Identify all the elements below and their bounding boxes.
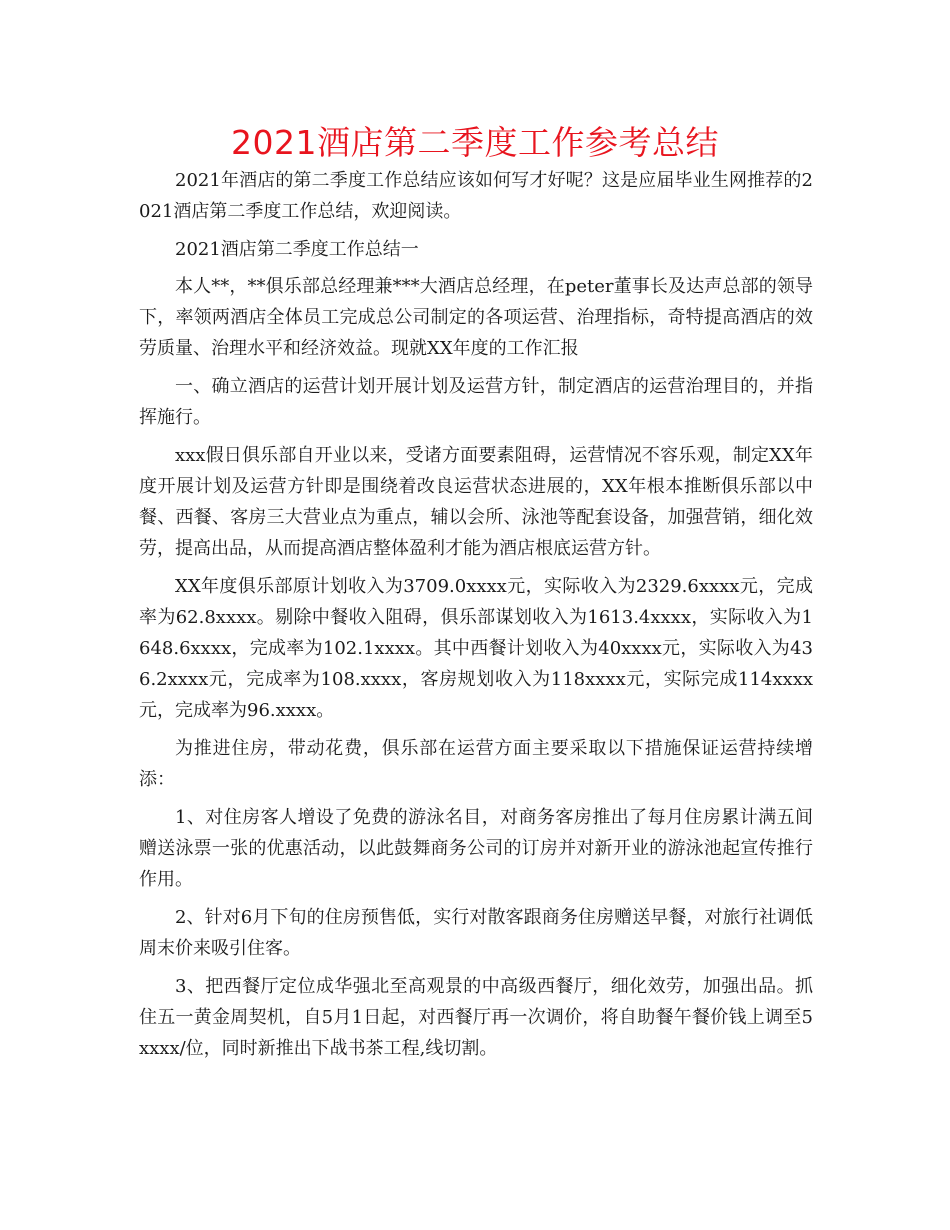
paragraph-section-heading: 2021酒店第二季度工作总结一 xyxy=(175,239,419,260)
paragraph-measure-two: 2、针对6月下旬的住房预售低，实行对散客跟商务住房赠送早餐，对旅行社调低周末价来吸引住客。 xyxy=(139,907,813,959)
document-title: 2021酒店第二季度工作参考总结 xyxy=(231,123,719,162)
paragraph-revenue-figures: XX年度俱乐部原计划收入为3709.0xxxx元，实际收入为2329.6xxxx元，完成率为62.8xxxx。剔除中餐收入阻碍，俱乐部谋划收入为1613.4xxxx，实际收入为1648.6xxxx，完成率为102.1xxxx。其中西餐计划收入为40xxxx元，实际收入为436.2xxxx元，完成率为108.xxxx，客房规划收入为118xxxx元，实际完成114xxxx元，完成率为96.xxxx。 xyxy=(139,576,813,721)
paragraph-point-one: 一、确立酒店的运营计划开展计划及运营方针，制定酒店的运营治理目的，并指挥施行。 xyxy=(139,376,813,428)
paragraph-intro: 2021年酒店的第二季度工作总结应该如何写才好呢？这是应届毕业生网推荐的2021酒店第二季度工作总结，欢迎阅读。 xyxy=(139,170,813,222)
paragraph-measures-intro: 为推进住房，带动花费，俱乐部在运营方面主要采取以下措施保证运营持续增添： xyxy=(139,738,813,790)
paragraph-self-introduction: 本人**，**俱乐部总经理兼***大酒店总经理，在peter董事长及达声总部的领导下，率领两酒店全体员工完成总公司制定的各项运营、治理指标，奇特提高酒店的效劳质量、治理水平和经济效益。现就XX年度的工作汇报 xyxy=(139,276,813,359)
paragraph-operating-plan: xxx假日俱乐部自开业以来，受诸方面要素阻碍，运营情况不容乐观，制定XX年度开展计划及运营方针即是围绕着改良运营状态进展的，XX年根本推断俱乐部以中餐、西餐、客房三大营业点为重点，辅以会所、泳池等配套设备，加强营销，细化效劳，提高出品，从而提高酒店整体盈利才能为酒店根底运营方针。 xyxy=(139,445,813,559)
paragraph-measure-one: 1、对住房客人增设了免费的游泳名目，对商务客房推出了每月住房累计满五间赠送泳票一张的优惠活动，以此鼓舞商务公司的订房并对新开业的游泳池起宣传推行作用。 xyxy=(139,807,813,890)
document-body xyxy=(139,165,813,1071)
paragraph-measure-three: 3、把西餐厅定位成华强北至高观景的中高级西餐厅，细化效劳，加强出品。抓住五一黄金周契机，自5月1日起，对西餐厅再一次调价，将自助餐午餐价钱上调至5xxxx/位，同时新推出下战书茶工程,线切割。 xyxy=(139,976,813,1059)
